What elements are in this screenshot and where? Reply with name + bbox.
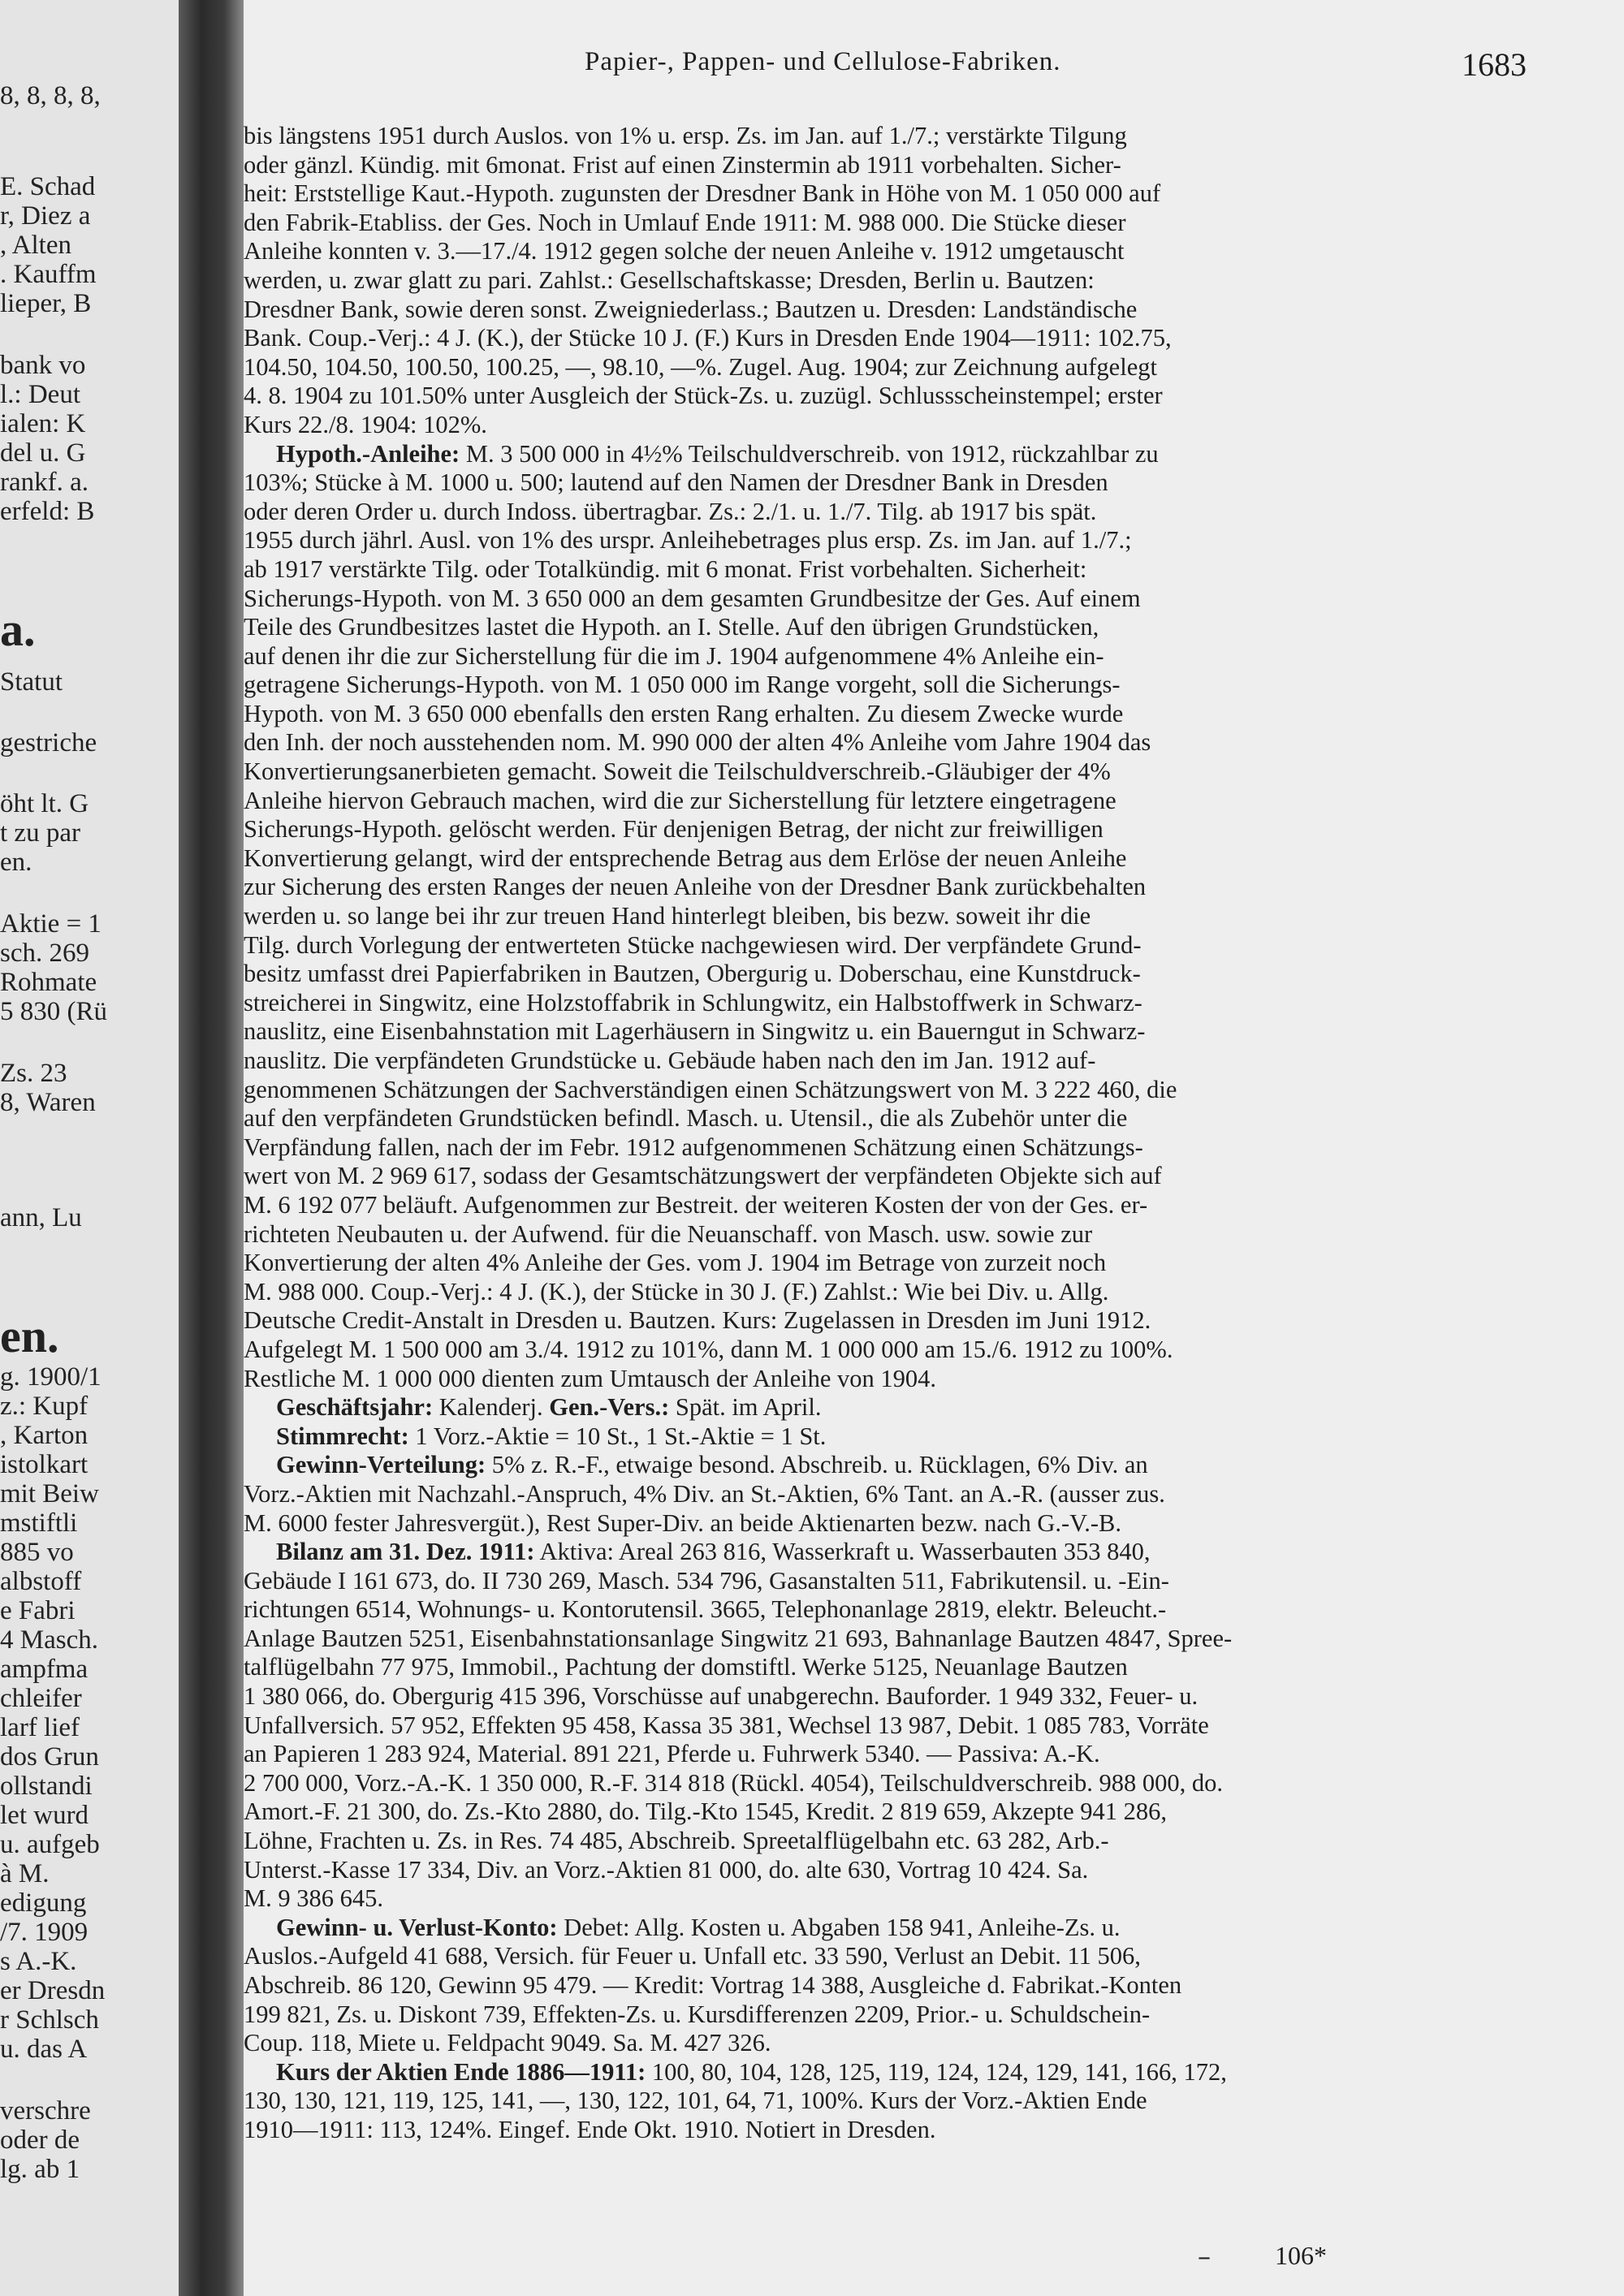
line-text: Spät. im April. [669, 1393, 822, 1422]
text-line [244, 1422, 1543, 1452]
text-line [244, 873, 1543, 902]
text-line [244, 1971, 1543, 2000]
line-text: auf den verpfändeten Grundstücken befindl. Masch. u. Utensil., die als Zubehör unter die [244, 1104, 1128, 1133]
left-fragment-line: 8, Waren [0, 1088, 96, 1117]
left-fragment-line: l.: Deut [0, 380, 80, 409]
section-heading: Geschäftsjahr: [276, 1393, 434, 1422]
left-fragment-line: à M. [0, 1859, 50, 1888]
line-text: 5% z. R.-F., etwaige besond. Abschreib. u. Rücklagen, 6% Div. an [486, 1451, 1148, 1479]
previous-page-fragment [0, 0, 179, 2296]
line-text: Unterst.-Kasse 17 334, Div. an Vorz.-Aktien 81 000, do. alte 630, Vortrag 10 424. Sa. [244, 1855, 1089, 1884]
line-text: talflügelbahn 77 975, Immobil., Pachtung der domstiftl. Werke 5125, Neuanlage Bautzen [244, 1653, 1128, 1681]
line-text: 2 700 000, Vorz.-A.-K. 1 350 000, R.-F. 314 818 (Rückl. 4054), Teilschuldverschreib. 988 000, do. [244, 1768, 1224, 1797]
line-text: Debet: Allg. Kosten u. Abgaben 158 941, Anleihe-Zs. u. [557, 1913, 1121, 1941]
line-text: 130, 130, 121, 119, 125, 141, —, 130, 122, 101, 64, 71, 100%. Kurs der Vorz.-Aktien Ende [244, 2087, 1147, 2115]
text-line [244, 815, 1543, 844]
line-text: Konvertierung der alten 4% Anleihe der Ges. vom J. 1904 im Betrage von zurzeit noch [244, 1249, 1107, 1277]
text-line [244, 1017, 1543, 1047]
text-line [244, 1480, 1543, 1509]
section-heading: Stimmrecht: [276, 1422, 409, 1450]
line-text: Abschreib. 86 120, Gewinn 95 479. — Kredit: Vortrag 14 388, Ausgleiche d. Fabrikat.-Konten [244, 1971, 1182, 1999]
line-text: 1 Vorz.-Aktie = 10 St., 1 St.-Aktie = 1 St. [408, 1422, 827, 1450]
text-line [244, 555, 1543, 585]
left-fragment-line: ampfma [0, 1655, 89, 1684]
line-text: werden u. so lange bei ihr zur treuen Hand hinterlegt bleiben, bis bezw. soweit ihr die [244, 902, 1091, 930]
text-line [244, 585, 1543, 614]
left-fragment-line: bank vo [0, 351, 86, 380]
text-line [244, 1451, 1543, 1480]
line-text: nauslitz. Die verpfändeten Grundstücke u. Gebäude haben nach den im Jan. 1912 auf- [244, 1047, 1096, 1074]
line-text: Aktiva: Areal 263 816, Wasserkraft u. Wasserbauten 353 840, [534, 1538, 1151, 1566]
text-line [244, 787, 1543, 816]
text-line [244, 1653, 1543, 1682]
left-fragment-line: u. das A [0, 2035, 88, 2064]
text-line [244, 266, 1543, 296]
line-text: 1 380 066, do. Obergurig 415 396, Vorschüsse auf unabgerechn. Bauforder. 1 949 332, Feuer- u. [244, 1682, 1199, 1711]
page [244, 0, 1624, 2296]
left-fragment-line: ialen: K [0, 409, 86, 438]
left-fragment-line: dos Grun [0, 1742, 99, 1772]
line-text: Deutsche Credit-Anstalt in Dresden u. Bautzen. Kurs: Zugelassen in Dresden im Juni 1912. [244, 1306, 1151, 1335]
line-text: Sicherungs-Hypoth. gelöscht werden. Für denjenigen Betrag, der nicht zur freiwilligen [244, 815, 1104, 844]
text-line [244, 1509, 1543, 1539]
left-fragment-line: /7. 1909 [0, 1918, 89, 1947]
signature-mark: 106* [1275, 2241, 1327, 2270]
left-fragment-line: 8, 8, 8, 8, [0, 81, 101, 110]
line-text: 104.50, 104.50, 100.50, 100.25, —, 98.10, —%. Zugel. Aug. 1904; zur Zeichnung aufgelegt [244, 352, 1157, 381]
line-text: oder deren Order u. durch Indoss. übertragbar. Zs.: 2./1. u. 1./7. Tilg. ab 1917 bis spät. [244, 497, 1097, 525]
line-text: Anlage Bautzen 5251, Eisenbahnstationsanlage Singwitz 21 693, Bahnanlage Bautzen 4847, Spree- [244, 1624, 1233, 1652]
text-line [244, 1856, 1543, 1885]
line-text: 1955 durch jährl. Ausl. von 1% des urspr. Anleihebetrages plus ersp. Zs. im Jan. auf 1./7.; [244, 526, 1132, 555]
text-line [244, 296, 1543, 325]
text-line [244, 1278, 1543, 1307]
line-text: nauslitz, eine Eisenbahnstation mit Lagerhäusern in Singwitz u. ein Bauerngut in Schwarz- [244, 1017, 1146, 1046]
text-line [244, 642, 1543, 671]
left-fragment-line: mstiftli [0, 1508, 78, 1538]
line-text: Dresdner Bank, sowie deren sonst. Zweigniederlass.; Bautzen u. Dresden: Landständische [244, 295, 1138, 323]
text-line [244, 1133, 1543, 1163]
left-fragment-line: oder de [0, 2126, 80, 2155]
text-line [244, 1884, 1543, 1914]
line-text: 199 821, Zs. u. Diskont 739, Effekten-Zs. u. Kursdifferenzen 2209, Prior.- u. Schuldschein- [244, 2000, 1151, 2028]
text-line [244, 2116, 1543, 2145]
line-text: den Fabrik-Etabliss. der Ges. Noch in Umlauf Ende 1911: M. 988 000. Die Stücke dieser [244, 208, 1126, 236]
line-text: Löhne, Frachten u. Zs. in Res. 74 485, Abschreib. Spreetalflügelbahn etc. 63 282, Arb.- [244, 1827, 1109, 1855]
line-text: Anleihe hiervon Gebrauch machen, wird die zur Sicherstellung für letztere eingetragene [244, 786, 1116, 814]
line-text: Teile des Grundbesitzes lastet die Hypoth. an I. Stelle. Auf den übrigen Grundstücken, [244, 613, 1099, 641]
footer-dash: – [1198, 2241, 1211, 2272]
line-text: Verpfändung fallen, nach der im Febr. 1912 aufgenommenen Schätzung einen Schätzungs- [244, 1133, 1143, 1161]
line-text: heit: Erststellige Kaut.-Hypoth. zugunsten der Dresdner Bank in Höhe von M. 1 050 000 auf [244, 179, 1161, 208]
line-text: richtungen 6514, Wohnungs- u. Kontorutensil. 3665, Telephonanlage 2819, elektr. Beleucht.- [244, 1595, 1167, 1624]
text-line [244, 700, 1543, 729]
left-fragment-line: albstoff [0, 1567, 82, 1596]
text-line [244, 1336, 1543, 1365]
left-fragment-line: Statut [0, 667, 63, 697]
left-fragment-line: 4 Masch. [0, 1625, 98, 1655]
left-fragment-line: 5 830 (Rü [0, 997, 107, 1026]
text-line [244, 1769, 1543, 1798]
text-line [244, 1567, 1543, 1596]
left-fragment-line: s A.-K. [0, 1947, 77, 1976]
book-gutter [179, 0, 244, 2296]
line-text: Tilg. durch Vorlegung der entwerteten Stücke nachgewiesen wird. Der verpfändete Grund- [244, 930, 1142, 959]
text-line [244, 1191, 1543, 1220]
text-line [244, 2087, 1543, 2116]
line-text: M. 9 386 645. [244, 1884, 383, 1913]
text-line [244, 757, 1543, 787]
text-line [244, 382, 1543, 411]
text-line [244, 1798, 1543, 1827]
text-line [244, 2058, 1543, 2087]
left-fragment-line: lieper, B [0, 289, 92, 318]
text-line [244, 2000, 1543, 2030]
left-fragment-line: u. aufgeb [0, 1830, 100, 1859]
left-fragment-line: en. [0, 1310, 59, 1362]
line-text: M. 3 500 000 in 4½% Teilschuldverschreib. von 1912, rückzahlbar zu [460, 439, 1159, 468]
line-text: Unfallversich. 57 952, Effekten 95 458, Kassa 35 381, Wechsel 13 987, Debit. 1 085 783, Vorräte [244, 1711, 1209, 1739]
left-fragment-line: mit Beiw [0, 1479, 99, 1508]
left-fragment-line: z.: Kupf [0, 1392, 89, 1421]
line-text: 4. 8. 1904 zu 101.50% unter Ausgleich der Stück-Zs. u. zuzügl. Schlussscheinstempel; erster [244, 382, 1163, 410]
left-fragment-line: r Schlsch [0, 2005, 99, 2035]
text-line [244, 151, 1543, 180]
left-fragment-line: öht lt. G [0, 789, 89, 818]
line-text: 100, 80, 104, 128, 125, 119, 124, 124, 129, 141, 166, 172, [646, 2057, 1227, 2086]
line-text: genommenen Schätzungen der Sachverständigen einen Schätzungswert von M. 3 222 460, die [244, 1075, 1177, 1103]
page-number: 1683 [1462, 46, 1527, 83]
left-fragment-line: let wurd [0, 1801, 89, 1830]
text-line [244, 671, 1543, 700]
line-text: Aufgelegt M. 1 500 000 am 3./4. 1912 zu 101%, dann M. 1 000 000 am 15./6. 1912 zu 100%. [244, 1335, 1173, 1363]
left-fragment-line: verschre [0, 2096, 91, 2126]
line-text: Bank. Coup.-Verj.: 4 J. (K.), der Stücke 10 J. (F.) Kurs in Dresden Ende 1904—1911: 102.75, [244, 324, 1172, 352]
line-text: Kalenderj. [433, 1393, 550, 1422]
left-fragment-line: lg. ab 1 [0, 2155, 80, 2184]
text-line [244, 526, 1543, 555]
text-line [244, 1249, 1543, 1278]
line-text: Konvertierungsanerbieten gemacht. Soweit die Teilschuldverschreib.-Gläubiger der 4% [244, 757, 1111, 786]
text-line [244, 2029, 1543, 2058]
text-line [244, 440, 1543, 469]
text-line [244, 844, 1543, 874]
line-text: M. 6000 fester Jahresvergüt.), Rest Super-Div. an beide Aktienarten bezw. nach G.-V.-B. [244, 1508, 1122, 1537]
line-text: Kurs 22./8. 1904: 102%. [244, 410, 487, 438]
text-line [244, 1393, 1543, 1422]
left-fragment-line: er Dresdn [0, 1976, 106, 2005]
line-text: wert von M. 2 969 617, sodass der Gesamtschätzungswert der verpfändeten Objekte sich auf [244, 1162, 1162, 1190]
text-line [244, 902, 1543, 931]
left-fragment-line: , Alten [0, 231, 71, 260]
text-line [244, 1682, 1543, 1711]
text-line [244, 1047, 1543, 1076]
left-fragment-line: chleifer [0, 1684, 82, 1713]
text-line [244, 353, 1543, 382]
section-heading: Bilanz am 31. Dez. 1911: [276, 1538, 535, 1566]
left-fragment-line: g. 1900/1 [0, 1362, 102, 1392]
line-text: Hypoth. von M. 3 650 000 ebenfalls den ersten Rang erhalten. Zu diesem Zwecke wurde [244, 699, 1124, 727]
text-line [244, 1740, 1543, 1769]
text-line [244, 1914, 1543, 1943]
text-line [244, 237, 1543, 266]
left-fragment-line: E. Schad [0, 172, 96, 201]
line-text: an Papieren 1 283 924, Material. 891 221, Pferde u. Fuhrwerk 5340. — Passiva: A.-K. [244, 1740, 1100, 1768]
line-text: Auslos.-Aufgeld 41 688, Versich. für Feuer u. Unfall etc. 33 590, Verlust an Debit. 11 506, [244, 1942, 1141, 1970]
line-text: 103%; Stücke à M. 1000 u. 500; lautend auf den Namen der Dresdner Bank in Dresden [244, 468, 1108, 497]
text-line [244, 1076, 1543, 1105]
left-fragment-line: 885 vo [0, 1538, 74, 1567]
section-heading: Kurs der Aktien Ende 1886—1911: [276, 2057, 646, 2086]
text-line [244, 179, 1543, 209]
left-fragment-line: erfeld: B [0, 497, 95, 526]
text-line [244, 1711, 1543, 1741]
section-heading: Gewinn- u. Verlust-Konto: [276, 1913, 558, 1941]
text-line [244, 1306, 1543, 1336]
line-text: Anleihe konnten v. 3.—17./4. 1912 gegen solche der neuen Anleihe v. 1912 umgetauscht [244, 237, 1125, 265]
text-line [244, 960, 1543, 989]
left-fragment-line: r, Diez a [0, 201, 91, 231]
section-heading: Gen.-Vers.: [549, 1393, 670, 1422]
line-text: Konvertierung gelangt, wird der entsprechende Betrag aus dem Erlöse der neuen Anleihe [244, 844, 1127, 872]
text-line [244, 324, 1543, 353]
left-fragment-line: en. [0, 848, 32, 877]
line-text: werden, u. zwar glatt zu pari. Zahlst.: Gesellschaftskasse; Dresden, Berlin u. Bautzen: [244, 265, 1095, 294]
text-line [244, 1942, 1543, 1971]
left-fragment-line: istolkart [0, 1450, 89, 1479]
running-title: Papier-, Pappen- und Cellulose-Fabriken. [585, 47, 1061, 76]
line-text: Sicherungs-Hypoth. von M. 3 650 000 an dem gesamten Grundbesitze der Ges. Auf einem [244, 584, 1141, 612]
left-fragment-line: a. [0, 603, 36, 656]
text-line [244, 122, 1543, 151]
text-line [244, 1162, 1543, 1191]
text-line [244, 1104, 1543, 1133]
text-line [244, 468, 1543, 498]
line-text: Coup. 118, Miete u. Feldpacht 9049. Sa. M. 427 326. [244, 2029, 771, 2057]
left-fragment-line: ann, Lu [0, 1203, 82, 1232]
text-line [244, 613, 1543, 642]
left-fragment-line: . Kauffm [0, 260, 97, 289]
line-text: ab 1917 verstärkte Tilg. oder Totalkündig. mit 6 monat. Frist vorbehalten. Sicherheit: [244, 555, 1087, 583]
line-text: getragene Sicherungs-Hypoth. von M. 1 050 000 im Range vorgeht, soll die Sicherungs- [244, 671, 1121, 699]
text-line [244, 1625, 1543, 1654]
line-text: Gebäude I 161 673, do. II 730 269, Masch. 534 796, Gasanstalten 511, Fabrikutensil. u. -Ein- [244, 1566, 1169, 1595]
left-fragment-line: rankf. a. [0, 468, 89, 497]
line-text: bis längstens 1951 durch Auslos. von 1% u. ersp. Zs. im Jan. auf 1./7.; verstärkte Tilgung [244, 122, 1127, 149]
line-text: Vorz.-Aktien mit Nachzahl.-Anspruch, 4% Div. an St.-Aktien, 6% Tant. an A.-R. (ausser zus. [244, 1479, 1165, 1508]
line-text: M. 988 000. Coup.-Verj.: 4 J. (K.), der Stücke in 30 J. (F.) Zahlst.: Wie bei Div. u. Allg. [244, 1277, 1109, 1306]
section-heading: Gewinn-Verteilung: [276, 1451, 486, 1479]
body-text [244, 122, 1543, 2145]
text-line [244, 209, 1543, 238]
text-line [244, 1220, 1543, 1249]
left-fragment-line: , Karton [0, 1421, 89, 1450]
text-line [244, 1595, 1543, 1625]
line-text: M. 6 192 077 beläuft. Aufgenommen zur Bestreit. der weiteren Kosten der von der Ges. er- [244, 1190, 1148, 1219]
line-text: Amort.-F. 21 300, do. Zs.-Kto 2880, do. Tilg.-Kto 1545, Kredit. 2 819 659, Akzepte 941 286, [244, 1798, 1168, 1826]
line-text: besitz umfasst drei Papierfabriken in Bautzen, Obergurig u. Doberschau, eine Kunstdruck- [244, 960, 1141, 988]
left-fragment-line: Aktie = 1 [0, 909, 102, 939]
line-text: oder gänzl. Kündig. mit 6monat. Frist auf einen Zinstermin ab 1911 vorbehalten. Sicher- [244, 150, 1121, 179]
line-text: zur Sicherung des ersten Ranges der neuen Anleihe von der Dresdner Bank zurückbehalten [244, 873, 1147, 901]
text-line [244, 411, 1543, 440]
left-fragment-line: larf lief [0, 1713, 80, 1742]
left-fragment-line: del u. G [0, 438, 86, 468]
text-line [244, 1365, 1543, 1394]
left-fragment-line: edigung [0, 1888, 87, 1918]
line-text: den Inh. der noch ausstehenden nom. M. 990 000 der alten 4% Anleihe vom Jahre 1904 das [244, 728, 1151, 757]
left-fragment-line: Rohmate [0, 968, 97, 997]
line-text: Restliche M. 1 000 000 dienten zum Umtausch der Anleihe von 1904. [244, 1364, 937, 1392]
text-line [244, 1538, 1543, 1567]
text-line [244, 498, 1543, 527]
line-text: auf denen ihr die zur Sicherstellung für die im J. 1904 aufgenommene 4% Anleihe ein- [244, 641, 1104, 670]
left-fragment-line: sch. 269 [0, 939, 89, 968]
text-line [244, 989, 1543, 1018]
left-fragment-line: gestriche [0, 728, 97, 757]
left-fragment-line: e Fabri [0, 1596, 76, 1625]
left-fragment-line: t zu par [0, 818, 80, 848]
left-fragment-line: Zs. 23 [0, 1059, 67, 1088]
text-line [244, 1827, 1543, 1856]
line-text: streicherei in Singwitz, eine Holzstoffabrik in Schlungwitz, ein Halbstoffwerk in Schwarz- [244, 988, 1142, 1016]
text-line [244, 728, 1543, 757]
left-fragment-line: ollstandi [0, 1772, 93, 1801]
section-heading: Hypoth.-Anleihe: [276, 439, 460, 468]
line-text: 1910—1911: 113, 124%. Eingef. Ende Okt. 1910. Notiert in Dresden. [244, 2115, 936, 2143]
line-text: richteten Neubauten u. der Aufwend. für die Neuanschaff. von Masch. usw. sowie zur [244, 1219, 1093, 1248]
text-line [244, 931, 1543, 960]
